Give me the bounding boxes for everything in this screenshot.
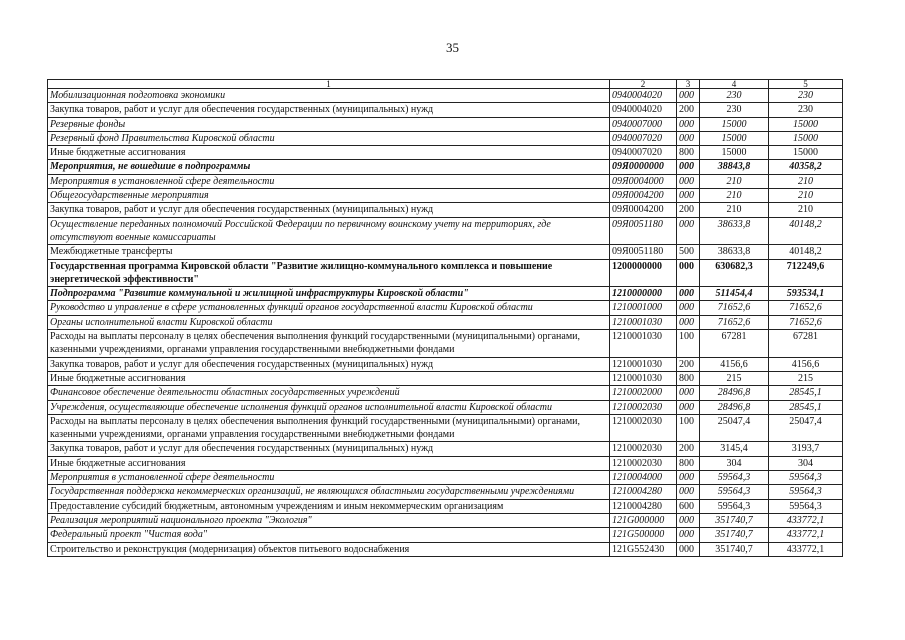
table-row	[48, 528, 843, 542]
row-value-cell: 15000	[700, 117, 769, 131]
row-type-cell: 000	[677, 386, 700, 400]
row-value-cell: 593534,1	[769, 287, 843, 301]
row-name-cell: Резервный фонд Правительства Кировской области	[48, 131, 610, 145]
row-name-cell: Мобилизационная подготовка экономики	[48, 89, 610, 103]
row-code-cell: 1200000000	[610, 259, 677, 287]
table-row	[48, 245, 843, 259]
row-value-cell: 28545,1	[769, 386, 843, 400]
table-row	[48, 217, 843, 245]
row-value-cell: 38843,8	[700, 160, 769, 174]
row-name-cell: Реализация мероприятий национального проекта "Экология"	[48, 513, 610, 527]
row-type-cell: 000	[677, 131, 700, 145]
row-code-cell: 1210004000	[610, 471, 677, 485]
row-value-cell: 59564,3	[700, 499, 769, 513]
row-type-cell: 800	[677, 146, 700, 160]
row-type-cell: 000	[677, 160, 700, 174]
row-name-cell: Мероприятия, не вошедшие в подпрограммы	[48, 160, 610, 174]
row-name-cell: Закупка товаров, работ и услуг для обеспечения государственных (муниципальных) нужд	[48, 203, 610, 217]
row-name-cell: Расходы на выплаты персоналу в целях обеспечения выполнения функций государственными (муниципальными) органами, казенными учреждениями, органами управления государственными внебюджетными фондами	[48, 330, 610, 358]
table-row	[48, 89, 843, 103]
row-value-cell: 351740,7	[700, 528, 769, 542]
row-name-cell: Иные бюджетные ассигнования	[48, 371, 610, 385]
row-code-cell: 09Я0051180	[610, 245, 677, 259]
table-row	[48, 485, 843, 499]
row-value-cell: 25047,4	[769, 414, 843, 442]
table-row	[48, 203, 843, 217]
row-type-cell: 600	[677, 499, 700, 513]
row-value-cell: 230	[769, 103, 843, 117]
table-row	[48, 471, 843, 485]
row-type-cell: 000	[677, 513, 700, 527]
row-value-cell: 4156,6	[700, 357, 769, 371]
row-name-cell: Федеральный проект "Чистая вода"	[48, 528, 610, 542]
row-code-cell: 1210001030	[610, 357, 677, 371]
row-value-cell: 15000	[700, 131, 769, 145]
row-value-cell: 230	[769, 89, 843, 103]
row-value-cell: 351740,7	[700, 542, 769, 556]
row-code-cell: 0940004020	[610, 103, 677, 117]
row-value-cell: 15000	[769, 117, 843, 131]
row-name-cell: Финансовое обеспечение деятельности областных государственных учреждений	[48, 386, 610, 400]
row-value-cell: 210	[769, 174, 843, 188]
row-code-cell: 1210002030	[610, 400, 677, 414]
row-value-cell: 40148,2	[769, 245, 843, 259]
row-name-cell: Мероприятия в установленной сфере деятельности	[48, 174, 610, 188]
row-type-cell: 000	[677, 528, 700, 542]
table-row	[48, 259, 843, 287]
page-number: 35	[446, 40, 459, 55]
table-row	[48, 287, 843, 301]
table-row	[48, 386, 843, 400]
table-row	[48, 456, 843, 470]
row-code-cell: 0940007020	[610, 146, 677, 160]
row-value-cell: 351740,7	[700, 513, 769, 527]
table-row	[48, 315, 843, 329]
row-code-cell: 1210001030	[610, 315, 677, 329]
row-type-cell: 000	[677, 400, 700, 414]
row-value-cell: 15000	[769, 131, 843, 145]
row-name-cell: Мероприятия в установленной сфере деятельности	[48, 471, 610, 485]
row-name-cell: Иные бюджетные ассигнования	[48, 146, 610, 160]
row-name-cell: Закупка товаров, работ и услуг для обеспечения государственных (муниципальных) нужд	[48, 103, 610, 117]
row-code-cell: 1210004280	[610, 485, 677, 499]
row-code-cell: 1210000000	[610, 287, 677, 301]
row-name-cell: Государственная поддержка некоммерческих организаций, не являющихся областными государственными учреждениями	[48, 485, 610, 499]
row-code-cell: 1210002030	[610, 456, 677, 470]
row-value-cell: 25047,4	[700, 414, 769, 442]
row-name-cell: Закупка товаров, работ и услуг для обеспечения государственных (муниципальных) нужд	[48, 442, 610, 456]
row-name-cell: Учреждения, осуществляющие обеспечение исполнения функций органов исполнительной власти Кировской области	[48, 400, 610, 414]
row-name-cell: Руководство и управление в сфере установленных функций органов государственной власти Кировской области	[48, 301, 610, 315]
row-value-cell: 67281	[700, 330, 769, 358]
row-value-cell: 59564,3	[769, 471, 843, 485]
table-row	[48, 499, 843, 513]
row-code-cell: 09Я0004200	[610, 189, 677, 203]
row-value-cell: 210	[769, 189, 843, 203]
row-type-cell: 100	[677, 330, 700, 358]
row-code-cell: 1210002030	[610, 414, 677, 442]
row-value-cell: 215	[769, 371, 843, 385]
row-value-cell: 210	[700, 203, 769, 217]
row-name-cell: Резервные фонды	[48, 117, 610, 131]
row-value-cell: 38633,8	[700, 217, 769, 245]
row-value-cell: 4156,6	[769, 357, 843, 371]
row-name-cell: Государственная программа Кировской области "Развитие жилищно-коммунального комплекса и повышение энергетической эффективности"	[48, 259, 610, 287]
row-type-cell: 000	[677, 117, 700, 131]
row-code-cell: 121G000000	[610, 513, 677, 527]
row-code-cell: 1210002030	[610, 442, 677, 456]
table-row	[48, 146, 843, 160]
table-row	[48, 513, 843, 527]
row-type-cell: 000	[677, 301, 700, 315]
table-row	[48, 542, 843, 556]
row-value-cell: 433772,1	[769, 513, 843, 527]
row-value-cell: 215	[700, 371, 769, 385]
row-value-cell: 38633,8	[700, 245, 769, 259]
row-type-cell: 100	[677, 414, 700, 442]
row-value-cell: 59564,3	[769, 499, 843, 513]
row-value-cell: 210	[700, 189, 769, 203]
table-row	[48, 189, 843, 203]
row-type-cell: 000	[677, 259, 700, 287]
row-type-cell: 000	[677, 471, 700, 485]
row-value-cell: 28545,1	[769, 400, 843, 414]
row-name-cell: Закупка товаров, работ и услуг для обеспечения государственных (муниципальных) нужд	[48, 357, 610, 371]
row-value-cell: 3145,4	[700, 442, 769, 456]
table-row	[48, 442, 843, 456]
table-row	[48, 131, 843, 145]
table-row	[48, 371, 843, 385]
row-value-cell: 433772,1	[769, 542, 843, 556]
row-value-cell: 67281	[769, 330, 843, 358]
row-code-cell: 1210002000	[610, 386, 677, 400]
table-row	[48, 414, 843, 442]
table-row	[48, 174, 843, 188]
row-value-cell: 40148,2	[769, 217, 843, 245]
row-value-cell: 304	[769, 456, 843, 470]
row-value-cell: 210	[700, 174, 769, 188]
row-value-cell: 28496,8	[700, 400, 769, 414]
row-name-cell: Осуществление переданных полномочий Российской Федерации по первичному воинскому учету на территориях, где отсутствуют военные комиссариаты	[48, 217, 610, 245]
row-type-cell: 000	[677, 315, 700, 329]
row-name-cell: Общегосударственные мероприятия	[48, 189, 610, 203]
table-row	[48, 117, 843, 131]
header-cell: 3	[677, 80, 700, 89]
row-type-cell: 800	[677, 371, 700, 385]
header-cell: 4	[700, 80, 769, 89]
row-code-cell: 09Я0000000	[610, 160, 677, 174]
row-name-cell: Иные бюджетные ассигнования	[48, 456, 610, 470]
row-code-cell: 0940004020	[610, 89, 677, 103]
row-value-cell: 71652,6	[769, 301, 843, 315]
row-value-cell: 59564,3	[700, 471, 769, 485]
row-name-cell: Межбюджетные трансферты	[48, 245, 610, 259]
row-name-cell: Подпрограмма "Развитие коммунальной и жилищной инфраструктуры Кировской области"	[48, 287, 610, 301]
row-value-cell: 40358,2	[769, 160, 843, 174]
table-row	[48, 400, 843, 414]
row-value-cell: 71652,6	[700, 301, 769, 315]
row-value-cell: 210	[769, 203, 843, 217]
row-value-cell: 28496,8	[700, 386, 769, 400]
row-value-cell: 511454,4	[700, 287, 769, 301]
table-row	[48, 330, 843, 358]
table-row	[48, 301, 843, 315]
table-row	[48, 357, 843, 371]
row-value-cell: 71652,6	[700, 315, 769, 329]
row-code-cell: 1210001030	[610, 371, 677, 385]
row-code-cell: 0940007020	[610, 131, 677, 145]
row-code-cell: 1210001030	[610, 330, 677, 358]
row-code-cell: 0940007000	[610, 117, 677, 131]
budget-table	[47, 79, 843, 557]
row-type-cell: 000	[677, 89, 700, 103]
row-name-cell: Органы исполнительной власти Кировской области	[48, 315, 610, 329]
row-code-cell: 1210004280	[610, 499, 677, 513]
row-type-cell: 800	[677, 456, 700, 470]
header-cell: 5	[769, 80, 843, 89]
row-name-cell: Расходы на выплаты персоналу в целях обеспечения выполнения функций государственными (муниципальными) органами, казенными учреждениями, органами управления государственными внебюджетными фондами	[48, 414, 610, 442]
row-code-cell: 09Я0004200	[610, 203, 677, 217]
table-row	[48, 103, 843, 117]
row-value-cell: 230	[700, 103, 769, 117]
row-type-cell: 500	[677, 245, 700, 259]
row-value-cell: 304	[700, 456, 769, 470]
row-type-cell: 000	[677, 217, 700, 245]
header-cell: 1	[48, 80, 610, 89]
header-row	[48, 80, 843, 89]
header-cell: 2	[610, 80, 677, 89]
row-type-cell: 000	[677, 542, 700, 556]
row-value-cell: 59564,3	[769, 485, 843, 499]
row-type-cell: 000	[677, 287, 700, 301]
row-code-cell: 09Я0004000	[610, 174, 677, 188]
row-value-cell: 59564,3	[700, 485, 769, 499]
row-type-cell: 200	[677, 357, 700, 371]
row-value-cell: 230	[700, 89, 769, 103]
row-value-cell: 630682,3	[700, 259, 769, 287]
row-type-cell: 000	[677, 189, 700, 203]
row-value-cell: 3193,7	[769, 442, 843, 456]
row-code-cell: 09Я0051180	[610, 217, 677, 245]
row-type-cell: 000	[677, 174, 700, 188]
table-row	[48, 160, 843, 174]
row-name-cell: Строительство и реконструкция (модернизация) объектов питьевого водоснабжения	[48, 542, 610, 556]
row-type-cell: 200	[677, 442, 700, 456]
row-value-cell: 71652,6	[769, 315, 843, 329]
row-type-cell: 200	[677, 103, 700, 117]
row-type-cell: 000	[677, 485, 700, 499]
row-type-cell: 200	[677, 203, 700, 217]
row-code-cell: 121G552430	[610, 542, 677, 556]
row-value-cell: 712249,6	[769, 259, 843, 287]
row-value-cell: 15000	[700, 146, 769, 160]
row-code-cell: 121G500000	[610, 528, 677, 542]
row-value-cell: 15000	[769, 146, 843, 160]
row-name-cell: Предоставление субсидий бюджетным, автономным учреждениям и иным некоммерческим организациям	[48, 499, 610, 513]
row-code-cell: 1210001000	[610, 301, 677, 315]
row-value-cell: 433772,1	[769, 528, 843, 542]
budget-table-body	[48, 80, 843, 557]
